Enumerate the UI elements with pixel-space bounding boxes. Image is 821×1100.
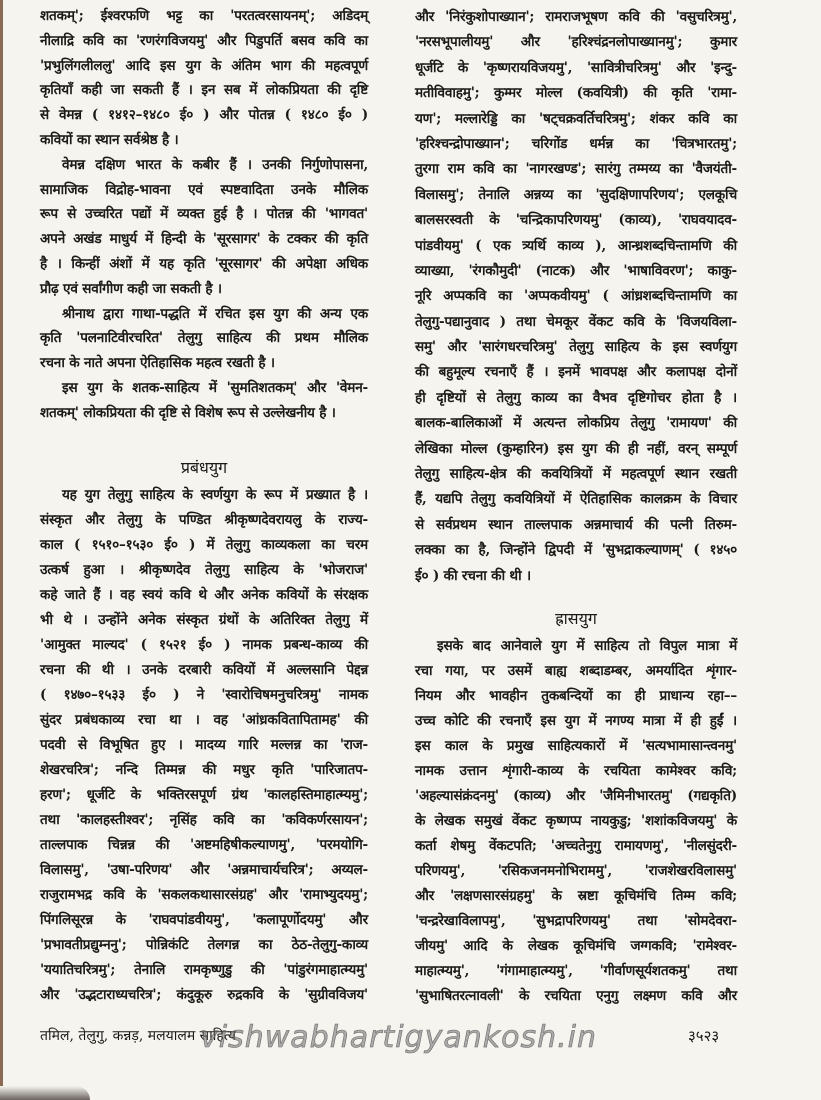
scan-shadow [0,1086,90,1100]
text-line: व्याख्या, 'रंगकौमुदी' (नाटक) और 'भाषाविवरण'; काकु- [415,262,737,279]
text-line: 'सुभाषितरत्नावली' के रचयिता एनुगु लक्ष्मण कवि और [415,988,737,1004]
right-section-2 [415,634,737,1009]
text-line: कृतियाँ कही जा सकती हैं । इन सब में लोकप्रियता की दृष्टि [40,82,368,99]
right-section-1 [415,5,737,589]
text-line: यह युग तेलुगु साहित्य के स्वर्णयुग के रूप में प्रख्यात है । [62,487,368,503]
left-section-1 [40,4,368,426]
text-line: मतीविवाहमु'; कुम्मर मोल्ल (कवयित्री) की कृति 'रामा- [415,85,737,102]
text-line: बालसरस्वती के 'चन्द्रिकापरिणयमु' (काव्य), 'राघवयादव- [415,212,737,229]
text-line: तुरगा राम कवि का 'नागरखण्ड'; सारंगु तम्मय्य का 'वैजयंती- [415,161,737,178]
text-line: के लेखक समुखं वेंकट कृष्णप्प नायकुडु; 'शशांकविजयमु' के [415,813,737,829]
text-line: विलासमु', 'उषा-परिणय' और 'अन्नमाचार्यचरित्र'; अय्यल- [40,862,368,878]
text-line: 'ययातिचरित्रमु'; तेनालि रामकृष्णुडु की 'पांडुरंगमाहात्म्यमु' [40,962,368,978]
text-line: शतकम्' लोकप्रियता की दृष्टि से विशेष रूप से उल्लेखनीय है । [40,404,336,421]
text-line: 'चन्द्ररेखाविलापमु', 'सुभद्रापरिणयमु' तथा 'सोमदेवरा- [415,913,737,929]
text-line: ( १४७०–१५३३ ई० ) ने 'स्वारोचिषमनुचरित्रमु' नामक [40,687,368,703]
text-line: इस युग के शतक-साहित्य में 'सुमतिशतकम्' और 'वेमन- [62,379,368,396]
text-line: पांडवीयमु' ( एक त्र्यर्थि काव्य ), आन्ध्रशब्दचिन्तामणि की [415,237,737,254]
text-line: काल ( १५१०–१५३० ई० ) में तेलुगु काव्यकला का चरम [40,537,368,553]
text-line: और 'लक्षणसारसंग्रहमु' के स्रष्टा कूचिमंचि तिम्म कवि; [415,888,737,904]
text-line: तेलुगु साहित्य-क्षेत्र की कवयित्रियों में महत्वपूर्ण स्थान रखती [415,466,737,483]
text-line: तेलुगु-पद्यानुवाद ) तथा चेमकूर वेंकट कवि के 'विजयविला- [415,313,737,330]
running-footer-title: तमिल, तेलुगु, कन्नड़, मलयालम साहित्य [40,1028,237,1044]
section-heading-prabandhayug: प्रबंधयुग [180,458,228,477]
text-line: 'हरिश्चन्द्रोपाख्यान'; चरिगोंड धर्मन्न का 'चित्रभारतमु'; [415,135,737,152]
text-line: पदवी से विभूषित हुए । मादय्य गारि मल्लन्न का 'राज- [40,737,368,753]
text-line: भी थे । उन्होंने अनेक संस्कृत ग्रंथों के अतिरिक्त तेलुगु में [40,612,368,628]
text-line: कर्ता शेषमु वेंकटपति; 'अच्चतेनुगु रामायणमु', 'नीलसुंदरी- [415,838,737,854]
text-line: वेमन्न दक्षिण भारत के कबीर हैं । उनकी निर्गुणोपासना, [62,156,368,173]
text-line: समु' और 'सारंगधरचरित्रमु' तेलुगु साहित्य के इस स्वर्णयुग [415,339,737,356]
text-line: 'आमुक्त माल्यद' ( १५२१ ई० ) नामक प्रबन्ध-काव्य की [40,637,368,653]
text-line: हरण'; धूर्जटि के भक्तिरसपूर्ण ग्रंथ 'कालहस्तिमाहात्म्यमु'; [40,787,368,803]
section-heading-hrasyug: ह्रासयुग [555,609,597,628]
page-edge [0,0,3,1100]
text-line: नामक उत्तान शृंगारी-काव्य के रचयिता कामेश्वर कवि; [415,763,737,779]
text-line: ताल्लपाक चिन्नन्न की 'अष्टमहिषीकल्याणमु', 'परमयोगि- [40,837,368,853]
text-line: धूर्जटि के 'कृष्णरायविजयमु', 'सावित्रीचरित्रमु' और 'इन्दु- [415,59,737,76]
text-line: रूप से उच्चरित पद्यों में व्यक्त हुई है । पोतन्न की 'भागवत' [40,206,368,223]
watermark: vishwabhartigyankosh.in [200,1020,597,1055]
text-line: तथा 'कालहस्तीश्वर'; नृसिंह कवि का 'कविकर्णरसायन'; [40,812,368,828]
text-line: नूरि अप्पकवि का 'अप्पकवीयमु' ( आंध्रशब्दचिन्तामणि का [415,288,737,305]
text-line: अपने अखंड माधुर्य में हिन्दी के 'सूरसागर' के टक्कर की कृति [40,231,368,248]
text-line: से वेमन्न ( १४१२–१४८० ई० ) और पोतन्न ( १४८० ई० ) [40,107,368,124]
text-line: सुंदर प्रबंधकाव्य रचा था । वह 'आंध्रकवितापितामह' की [40,712,368,728]
text-line: बालक-बालिकाओं में अत्यन्त लोकप्रिय तेलुगु 'रामायण' की [415,415,737,432]
text-line: शेखरचरित्र'; नन्दि तिम्मन्न की मधुर कृति 'पारिजातप- [40,762,368,778]
text-line: कृति 'पलनाटिवीरचरित' तेलुगु साहित्य की प्रथम मौलिक [40,330,368,347]
text-line: लक्का का है, जिन्होंने द्विपदी में 'सुभद्राकल्याणम्' ( १४५० [415,542,737,559]
text-line: उत्कर्ष हुआ । श्रीकृष्णदेव तेलुगु साहित्य के 'भोजराज' [40,562,368,578]
text-line: है । किन्हीं अंशों में यह कृति 'सूरसागर' की अपेक्षा अधिक [40,255,368,272]
text-line: इसके बाद आनेवाले युग में साहित्य तो विपुल मात्रा में [437,638,737,654]
text-line: की बहुमूल्य रचनाएँ हैं । इनमें भावपक्ष और कलापक्ष दोनों [415,364,737,381]
text-line: रचना के नाते अपना ऐतिहासिक महत्व रखती है । [40,355,275,372]
page-number: ३५२३ [688,1027,720,1045]
text-line: सामाजिक विद्रोह-भावना एवं स्पष्टवादिता उनके मौलिक [40,181,368,198]
text-line: कहे जाते हैं । वह स्वयं कवि थे और अनेक कवियों के संरक्षक [40,587,368,603]
text-line: ई० ) की रचना की थी । [415,567,531,584]
paragraph [415,5,737,589]
text-line: जीयमु' आदि के लेखक कूचिमंचि जग्गकवि; 'रामेश्वर- [415,938,737,954]
text-line: प्रौढ़ एवं सर्वांगीण कही जा सकती है । [40,280,222,297]
text-line: 'प्रभुलिंगलीललु' आदि इस युग के अंतिम भाग की महत्वपूर्ण [40,57,368,74]
text-line: विलासमु'; तेनालि अन्नय्य का 'सुदक्षिणापरिणय'; एलकूचि [415,186,737,203]
text-line: ही दृष्टियों से तेलुगु काव्य का वैभव दृष्टिगोचर होता है । [415,389,737,406]
text-line: यण'; मल्लारेड्डि का 'षट्चक्रवर्तिचरित्रमु'; शंकर कवि का [415,110,737,127]
text-line: परिणयमु', 'रसिकजनमनोभिराममु', 'राजशेखरविलासमु' [415,863,737,879]
text-line: पिंगलिसूरन्न के 'राघवपांडवीयमु', 'कलापूर्णोदयमु' और [40,912,368,928]
text-line: नियम और भावहीन तुकबन्दियों का ही प्राधान्य रहा–– [415,688,737,704]
text-line: रचा गया, पर उसमें बाह्य शब्दाडम्बर, अमर्यादित शृंगार- [415,663,737,679]
paragraph [40,153,368,302]
text-line: संस्कृत और तेलुगु के पण्डित श्रीकृष्णदेवरायलु के राज्य- [40,512,368,528]
text-line: रचना की थी । उनके दरबारी कवियों में अल्लसानि पेद्दन्न [40,662,368,678]
text-line: हैं, यद्यपि तेलुगु कवयित्रियों में ऐतिहासिक कालक्रम के विचार [415,491,737,508]
text-line: 'नरसभूपालीयमु' और 'हरिश्चंद्रनलोपाख्यानमु'; कुमार [415,34,737,51]
text-line: उच्च कोटि की रचनाएँ इस युग में नगण्य मात्रा में ही हुईं । [415,713,737,729]
text-line: माहात्म्यमु', 'गंगामाहात्म्यमु', 'गीर्वाणसूर्यशतकमु' तथा [415,963,737,979]
text-line: से सर्वप्रथम स्थान ताल्लपाक अन्नमाचार्य की पत्नी तिरुम- [415,516,737,533]
paragraph [40,4,368,153]
text-line: 'अहल्यासंक्रंदनमु' (काव्य) और 'जैमिनीभारतमु' (गद्यकृति) [415,788,737,804]
paragraph [415,634,737,1009]
text-line: 'प्रभावतीप्रद्युम्ननु'; पोन्निकंटि तेलगन्न का ठेठ-तेलुगु-काव्य [40,937,368,953]
text-line: इस काल के प्रमुख साहित्यकारों में 'सत्यभामासान्त्वनमु' [415,738,737,754]
text-line: कवियों का स्थान सर्वश्रेष्ठ है । [40,131,179,148]
text-line: श्रीनाथ द्वारा गाथा-पद्धति में रचित इस युग की अन्य एक [62,305,368,322]
text-line: लेखिका मोल्ल (कुम्हारिन) इस युग की ही नहीं, वरन् सम्पूर्ण [415,440,737,457]
text-line: नीलाद्रि कवि का 'रणरंगविजयमु' और पिडुपर्ति बसव कवि का [40,32,368,49]
paragraph [40,302,368,376]
text-line: और 'निरंकुशोपाख्यान'; रामराजभूषण कवि की 'वसुचरित्रमु', [415,9,737,25]
text-line: राजुरामभद्र कवि के 'सकलकथासारसंग्रह' और 'रामाभ्युदयमु'; [40,887,368,903]
text-line: शतकम्'; ईश्वरफणि भट्ट का 'परतत्वरसायनम्'; अडिदम् [40,8,368,24]
paragraph [40,483,368,1008]
paragraph [40,376,368,426]
text-line: और 'उद्भटाराध्यचरित्र'; कंदुकूरु रुद्रकवि के 'सुग्रीवविजय' [40,987,368,1003]
left-section-2 [40,483,368,1008]
